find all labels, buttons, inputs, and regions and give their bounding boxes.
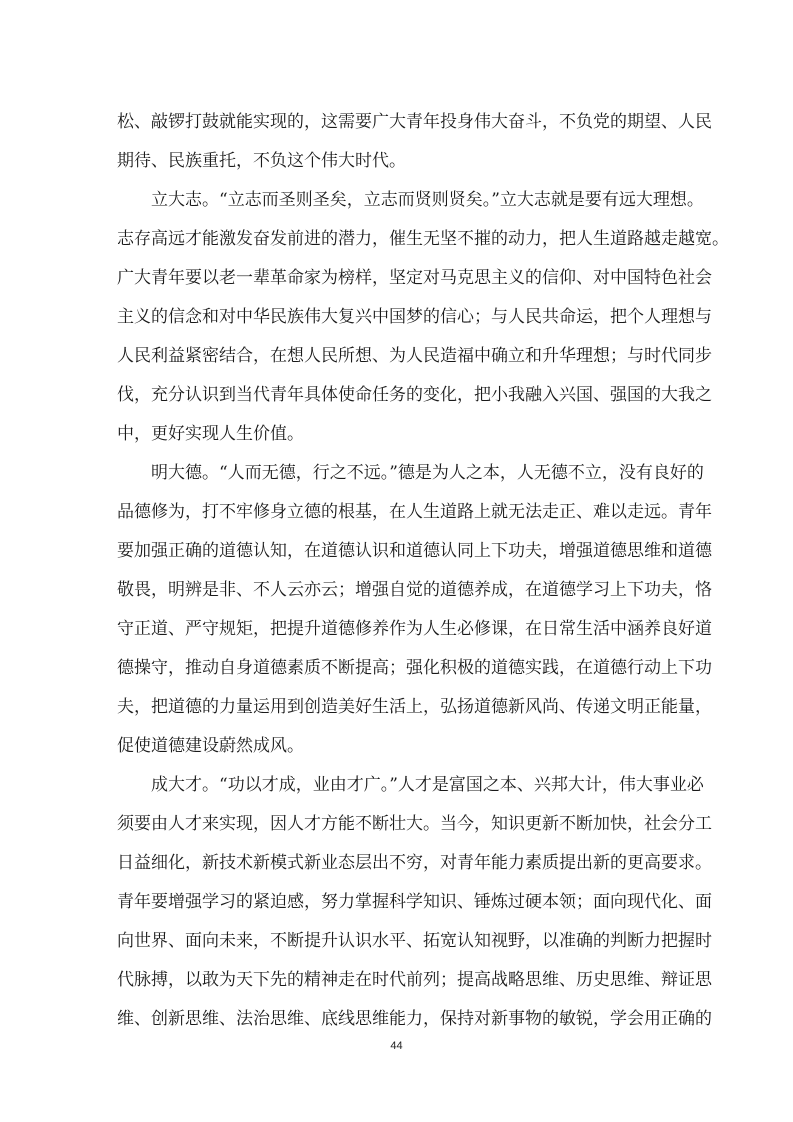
page-number: 44 (390, 1040, 403, 1052)
text-line: 守正道、严守规矩，把提升道德修养作为人生必修课，在日常生活中涵养良好道 (117, 619, 712, 639)
text-line: 伐，充分认识到当代青年具体使命任务的变化，把小我融入兴国、强国的大我之 (117, 385, 712, 405)
text-line: 松、敲锣打鼓就能实现的，这需要广大青年投身伟大奋斗，不负党的期望、人民 (117, 112, 712, 132)
text-line: 要加强正确的道德认知，在道德认识和道德认同上下功夫，增强道德思维和道德 (117, 541, 712, 561)
text-line: 德操守，推动自身道德素质不断提高；强化积极的道德实践，在道德行动上下功 (117, 658, 712, 678)
text-line: 期待、民族重托，不负这个伟大时代。 (117, 151, 406, 171)
text-line: 夫，把道德的力量运用到创造美好生活上，弘扬道德新风尚、传递文明正能量， (117, 697, 712, 717)
text-line: 维、创新思维、法治思维、底线思维能力，保持对新事物的敏锐，学会用正确的 (117, 1009, 712, 1029)
paragraph-li-da-zhi (117, 181, 729, 454)
text-line: 广大青年要以老一辈革命家为榜样，坚定对马克思主义的信仰、对中国特色社会 (117, 268, 712, 288)
text-line: 向世界、面向未来，不断提升认识水平、拓宽认知视野，以准确的判断力把握时 (117, 931, 712, 951)
text-line: 明大德。“人而无德，行之不远。”德是为人之本，人无德不立，没有良好的 (151, 463, 704, 483)
text-line: 人民利益紧密结合，在想人民所想、为人民造福中确立和升华理想；与时代同步 (117, 346, 712, 366)
paragraph-cheng-da-cai (117, 766, 712, 1039)
text-line: 主义的信念和对中华民族伟大复兴中国梦的信心；与人民共命运，把个人理想与 (117, 307, 712, 327)
text-line: 立大志。“立志而圣则圣矣，立志而贤则贤矣。”立大志就是要有远大理想。 (151, 190, 704, 210)
text-line: 代脉搏，以敢为天下先的精神走在时代前列；提高战略思维、历史思维、辩证思 (117, 970, 712, 990)
text-line: 成大才。“功以才成，业由才广。”人才是富国之本、兴邦大计，伟大事业必 (151, 775, 704, 795)
text-line: 敬畏，明辨是非、不人云亦云；增强自觉的道德养成，在道德学习上下功夫，恪 (117, 580, 712, 600)
document-body (117, 103, 729, 1039)
paragraph-ming-da-de (117, 454, 712, 766)
text-line: 促使道德建设蔚然成风。 (117, 736, 304, 756)
text-line: 日益细化，新技术新模式新业态层出不穷，对青年能力素质提出新的更高要求。 (117, 853, 712, 873)
text-line: 须要由人才来实现，因人才方能不断壮大。当今，知识更新不断加快，社会分工 (117, 814, 712, 834)
paragraph-continuation (117, 103, 712, 181)
text-line: 青年要增强学习的紧迫感，努力掌握科学知识、锤炼过硬本领；面向现代化、面 (117, 892, 712, 912)
text-line: 志存高远才能激发奋发前进的潜力，催生无坚不摧的动力，把人生道路越走越宽。 (117, 229, 729, 249)
text-line: 品德修为，打不牢修身立德的根基，在人生道路上就无法走正、难以走远。青年 (117, 502, 712, 522)
text-line: 中，更好实现人生价值。 (117, 424, 304, 444)
